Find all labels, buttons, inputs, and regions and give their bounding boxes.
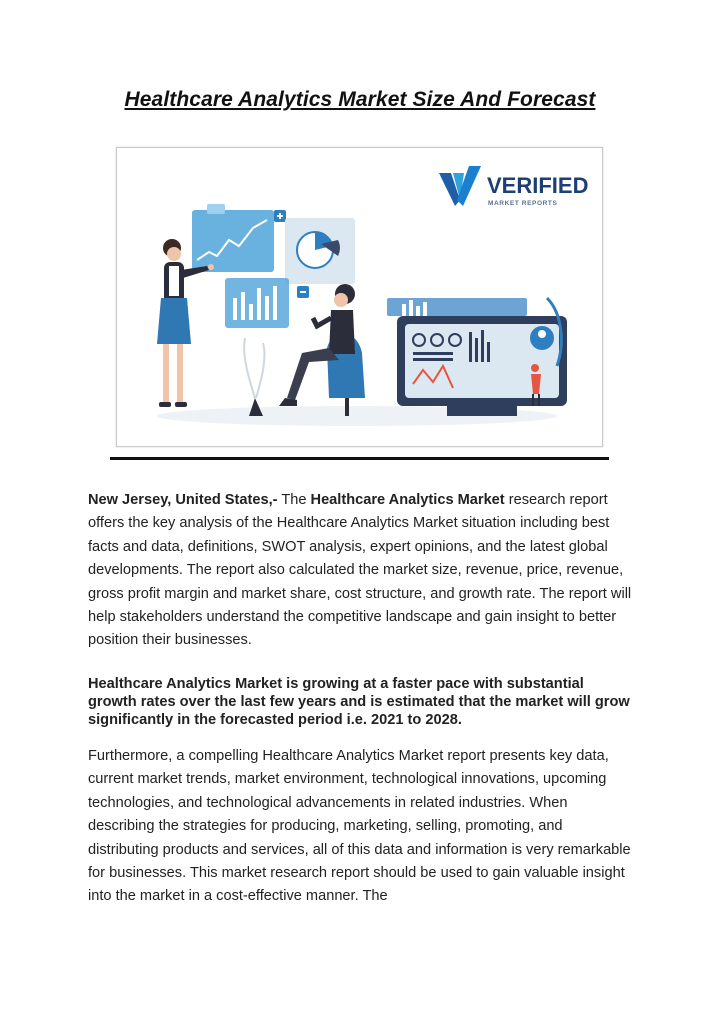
intro-paragraph [88, 489, 636, 653]
chart-panel [192, 204, 286, 272]
details-paragraph: Furthermore, a compelling Healthcare Analytics Market report presents key data, current market trends, market environment, technological innovations, upcoming technologies, and technological advancements in related industries. When describing the strategies for producing, marketing, selling, promoting, and distributing products and services, all of this data and information is very remarkable for businesses. This market research report should be used to gain valuable insight into the market in a cost-effective manner. The [88, 748, 631, 905]
location-lead: New Jersey, United States,- [88, 492, 278, 508]
verified-logo [439, 166, 588, 207]
document-title: Healthcare Analytics Market Size And Forecast [124, 88, 596, 111]
intro-text-1: The [277, 492, 311, 508]
seated-man [279, 284, 365, 416]
illustration-svg [117, 148, 602, 446]
growth-paragraph: Healthcare Analytics Market is growing at a faster pace with substantial growth rates over the last few years and is estimated that the market will grow significantly in the forecasted period i.e. 2021 to 2028. [88, 676, 630, 728]
bars-panel [225, 278, 309, 328]
divider-line [110, 457, 609, 460]
logo-sub: MARKET REPORTS [488, 200, 558, 207]
plant [244, 338, 264, 416]
logo-word: VERIFIED [487, 173, 589, 198]
pie-panel [285, 218, 355, 284]
report-illustration [116, 147, 603, 447]
intro-text-2: research report offers the key analysis of the Healthcare Analytics Market situation including best facts and data, definitions, SWOT analysis, expert opinions, and the latest global developments. The report also calculated the market size, revenue, price, revenue, gross profit margin and market share, cost structure, and growth rate. The report will help stakeholders understand the competitive landscape and gain insight to better position their businesses. [88, 492, 632, 649]
market-name: Healthcare Analytics Market [310, 492, 505, 508]
